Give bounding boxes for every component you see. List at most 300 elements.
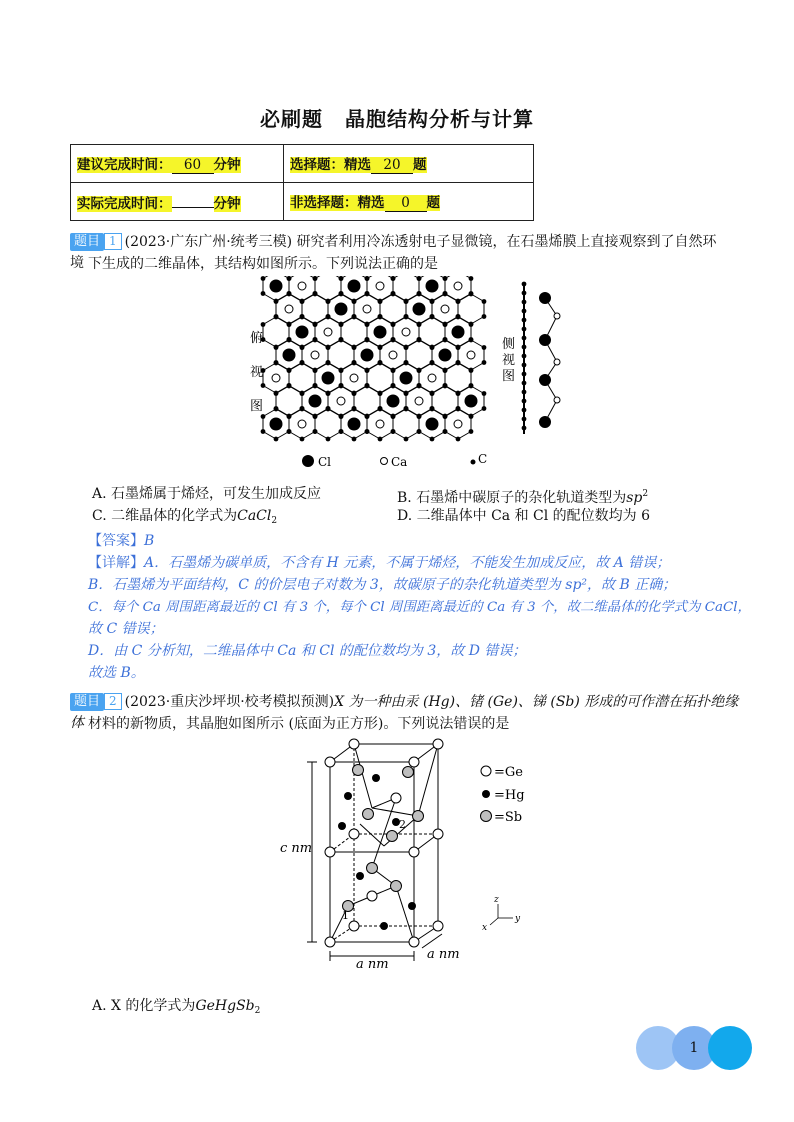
ge-atom <box>349 739 359 749</box>
carbon-atom <box>391 429 396 434</box>
page-title: 必刷题 晶胞结构分析与计算 <box>260 107 534 131</box>
cl-atom <box>374 326 387 339</box>
carbon-atom <box>482 360 487 365</box>
svg-text:侧: 侧 <box>502 337 516 352</box>
ca-atom <box>350 374 358 382</box>
ge-atom <box>325 757 335 767</box>
svg-text:=Ge: =Ge <box>494 765 523 780</box>
carbon-atom <box>274 407 279 412</box>
cl-atom <box>465 395 478 408</box>
carbon-atom <box>339 429 344 434</box>
carbon-atom <box>456 437 461 442</box>
carbon-atom <box>456 299 461 304</box>
atom-bond <box>354 744 372 808</box>
carbon-atom <box>482 299 487 304</box>
svg-text:视: 视 <box>250 365 264 380</box>
carbon-atom <box>287 414 292 419</box>
carbon-atom <box>469 292 474 297</box>
carbon-atom <box>313 322 318 327</box>
carbon-atom <box>352 437 357 442</box>
suggest-time-cell <box>71 145 284 183</box>
side-carbon-atom <box>522 354 527 359</box>
sb-atom <box>413 811 424 822</box>
carbon-atom <box>365 276 370 281</box>
cl-atom <box>426 418 439 431</box>
carbon-atom <box>430 391 435 396</box>
carbon-atom <box>300 437 305 442</box>
ca-atom <box>376 282 384 290</box>
choice-cell <box>284 145 534 183</box>
ge-atom <box>367 891 377 901</box>
q1-option-c[interactable]: C. 二维晶体的化学式为CaCl$_2$ <box>92 508 278 526</box>
sb-atom <box>353 765 364 776</box>
carbon-atom <box>391 276 396 281</box>
carbon-atom <box>404 407 409 412</box>
info-table <box>70 144 534 221</box>
side-cl-atom <box>539 374 551 386</box>
ca-atom <box>298 420 306 428</box>
carbon-atom <box>430 299 435 304</box>
ca-atom <box>415 397 423 405</box>
ca-atom <box>324 328 332 336</box>
carbon-atom <box>391 338 396 343</box>
carbon-atom <box>352 391 357 396</box>
carbon-atom <box>352 345 357 350</box>
actual-time-cell <box>71 183 284 221</box>
q1-legend <box>302 452 487 469</box>
carbon-atom <box>326 391 331 396</box>
side-carbon-atom <box>522 417 527 422</box>
svg-text:图: 图 <box>250 399 264 414</box>
carbon-atom <box>456 391 461 396</box>
carbon-atom <box>378 437 383 442</box>
q1-explain-b: B．石墨烯为平面结构，C 的价层电子对数为 3，故碳原子的杂化轨道类型为 sp²，故 B 正确； <box>88 577 677 593</box>
sb-atom <box>391 881 402 892</box>
side-carbon-atom <box>522 309 527 314</box>
cl-atom <box>270 280 283 293</box>
carbon-atom <box>430 315 435 320</box>
carbon-atom <box>365 322 370 327</box>
carbon-atom <box>326 437 331 442</box>
atom-bond <box>372 808 418 816</box>
carbon-atom <box>417 276 422 281</box>
actual-time-unit: 分钟 <box>213 195 241 212</box>
carbon-atom <box>482 406 487 411</box>
ge-atom <box>325 847 335 857</box>
carbon-atom <box>261 383 266 388</box>
side-carbon-atom <box>522 390 527 395</box>
cl-atom <box>348 280 361 293</box>
cl-legend-label: Cl <box>318 455 332 469</box>
choice-value: 20 <box>371 157 413 174</box>
q1-side-view-label <box>502 337 515 384</box>
q1-explain-c1: C．每个 Ca 周围距离最近的 Cl 有 3 个，每个 Cl 周围距离最近的 Ca 有 3 个，故二维晶体的化学式为 CaCl， <box>88 600 751 615</box>
side-ca-atom <box>554 397 560 403</box>
side-cl-atom <box>539 416 551 428</box>
carbon-atom <box>456 315 461 320</box>
nonchoice-label: 非选择题：精选 <box>290 195 385 211</box>
side-carbon-atom <box>522 282 527 287</box>
carbon-atom <box>326 361 331 366</box>
atom-label-2: 2 <box>399 818 406 831</box>
q2-legend <box>481 765 525 825</box>
carbon-atom <box>456 345 461 350</box>
carbon-atom <box>443 429 448 434</box>
carbon-atom <box>300 391 305 396</box>
carbon-atom <box>313 292 318 297</box>
sb-atom <box>387 831 398 842</box>
svg-text:=Hg: =Hg <box>494 788 525 803</box>
side-cl-atom <box>539 334 551 346</box>
carbon-atom <box>482 391 487 396</box>
carbon-atom <box>352 361 357 366</box>
carbon-atom <box>404 361 409 366</box>
carbon-atom <box>430 407 435 412</box>
carbon-atom <box>417 414 422 419</box>
ca-atom <box>337 397 345 405</box>
carbon-atom <box>261 291 266 296</box>
q2-option-a[interactable]: A. X 的化学式为GeHgSb$_2$ <box>92 998 261 1016</box>
q1-explain-end: 故选 B。 <box>88 665 145 681</box>
carbon-atom <box>417 338 422 343</box>
carbon-atom <box>417 322 422 327</box>
carbon-atom <box>287 368 292 373</box>
graphene-lattice-top-view <box>261 276 487 441</box>
choice-unit: 题 <box>413 157 427 173</box>
carbon-atom <box>469 384 474 389</box>
carbon-atom <box>313 414 318 419</box>
page-number-badge <box>636 1026 752 1070</box>
carbon-atom <box>300 315 305 320</box>
cl-atom <box>361 349 374 362</box>
carbon-atom <box>339 368 344 373</box>
ge-atom <box>433 739 443 749</box>
carbon-atom <box>378 299 383 304</box>
sb-legend-dot <box>481 811 492 822</box>
carbon-atom <box>443 292 448 297</box>
carbon-atom <box>404 391 409 396</box>
choice-label: 选择题：精选 <box>290 157 371 173</box>
carbon-atom <box>339 292 344 297</box>
q1-top-view-label <box>250 331 263 414</box>
actual-time-value <box>172 207 214 208</box>
ge-atom <box>409 757 419 767</box>
carbon-atom <box>469 414 474 419</box>
hg-atom <box>408 902 416 910</box>
side-cl-atom <box>539 292 551 304</box>
ca-legend-label: Ca <box>391 455 408 469</box>
carbon-atom <box>326 315 331 320</box>
carbon-atom <box>365 292 370 297</box>
hg-atom <box>344 792 352 800</box>
suggest-time-label: 建议完成时间： <box>77 157 172 173</box>
carbon-atom <box>339 338 344 343</box>
carbon-atom <box>261 276 266 281</box>
page-number: 1 <box>689 1040 699 1056</box>
side-carbon-atom <box>522 381 527 386</box>
carbon-atom <box>274 437 279 442</box>
sb-atom <box>367 863 378 874</box>
carbon-atom <box>274 315 279 320</box>
q2-number: 2 <box>104 693 122 710</box>
q1-source: (2023·广东广州·统考三模) <box>124 234 293 250</box>
svg-text:z: z <box>494 895 499 905</box>
carbon-atom <box>352 299 357 304</box>
carbon-atom <box>417 384 422 389</box>
ca-atom <box>272 374 280 382</box>
q1-option-a[interactable]: A. 石墨烯属于烯烃，可发生加成反应 <box>92 486 322 502</box>
q1-crystal-figure <box>240 276 580 472</box>
carbon-atom <box>469 322 474 327</box>
carbon-atom <box>391 368 396 373</box>
q1-stem-line1: 研究者利用冷冻透射电子显微镜，在石墨烯膜上直接观察到了自然环境 <box>70 234 717 271</box>
carbon-atom <box>456 407 461 412</box>
carbon-atom <box>404 299 409 304</box>
nonchoice-cell <box>284 183 534 221</box>
dim-a2-line <box>422 934 442 948</box>
cl-atom <box>452 326 465 339</box>
q2-stem-line1: X 为一种由汞 (Hg)、锗 (Ge)、锑 (Sb) 形成的可作潜在拓扑绝缘体 <box>70 694 739 731</box>
carbon-atom <box>365 429 370 434</box>
carbon-atom <box>339 414 344 419</box>
q1-tag: 题目 <box>70 233 104 251</box>
c-legend-dot <box>471 460 476 465</box>
ge-atom <box>349 829 359 839</box>
carbon-atom <box>261 429 266 434</box>
axes-icon <box>482 895 521 933</box>
side-view-chain <box>522 282 560 434</box>
carbon-atom <box>391 322 396 327</box>
hg-atom <box>338 822 346 830</box>
ca-atom <box>454 420 462 428</box>
svg-text:俯: 俯 <box>250 331 264 346</box>
carbon-atom <box>313 276 318 281</box>
atom-bond <box>360 824 384 846</box>
atom-bond <box>396 886 414 942</box>
ca-atom <box>389 351 397 359</box>
ca-atom <box>363 305 371 313</box>
carbon-atom <box>378 361 383 366</box>
cl-atom <box>439 349 452 362</box>
c-legend-label: C <box>478 452 488 466</box>
carbon-atom <box>313 429 318 434</box>
carbon-atom <box>469 429 474 434</box>
carbon-atom <box>365 338 370 343</box>
carbon-atom <box>417 429 422 434</box>
carbon-atom <box>443 276 448 281</box>
carbon-atom <box>378 407 383 412</box>
ge-atom <box>433 921 443 931</box>
cl-atom <box>309 395 322 408</box>
dim-a-label-1: a nm <box>356 957 389 972</box>
carbon-atom <box>469 276 474 281</box>
q1-stem-line2: 下生成的二维晶体，其结构如图所示。下列说法正确的是 <box>88 256 438 272</box>
side-carbon-atom <box>522 291 527 296</box>
q2-stem-line2: 材料的新物质，其晶胞如图所示 (底面为正方形)。下列说法错误的是 <box>88 716 510 732</box>
unit-cell-drawing <box>307 739 443 961</box>
carbon-atom <box>391 384 396 389</box>
side-carbon-atom <box>522 327 527 332</box>
atom-label-1: 1 <box>342 909 349 922</box>
ca-atom <box>454 282 462 290</box>
ge-atom <box>409 847 419 857</box>
ca-atom <box>285 305 293 313</box>
carbon-atom <box>287 276 292 281</box>
cl-atom <box>296 326 309 339</box>
carbon-atom <box>378 391 383 396</box>
carbon-atom <box>443 414 448 419</box>
cl-legend-dot <box>302 455 314 467</box>
side-ca-atom <box>554 359 560 365</box>
carbon-atom <box>326 345 331 350</box>
side-carbon-atom <box>522 363 527 368</box>
ca-atom <box>298 282 306 290</box>
carbon-atom <box>404 437 409 442</box>
carbon-atom <box>339 384 344 389</box>
q1-explain-a: 【详解】A．石墨烯为碳单质，不含有 H 元素，不属于烯烃，不能发生加成反应，故 A 错误； <box>88 555 671 571</box>
svg-text:视: 视 <box>502 353 516 368</box>
ca-atom <box>467 351 475 359</box>
carbon-atom <box>469 368 474 373</box>
side-carbon-atom <box>522 300 527 305</box>
svg-text:x: x <box>482 923 488 933</box>
carbon-atom <box>443 338 448 343</box>
carbon-atom <box>261 322 266 327</box>
carbon-atom <box>404 345 409 350</box>
carbon-atom <box>326 299 331 304</box>
carbon-atom <box>443 368 448 373</box>
hg-atom <box>380 922 388 930</box>
nonchoice-value: 0 <box>385 195 427 212</box>
cl-atom <box>348 418 361 431</box>
carbon-atom <box>417 368 422 373</box>
atom-bond <box>418 744 438 816</box>
carbon-atom <box>287 384 292 389</box>
q1-explain-d: D．由 C 分析知，二维晶体中 Ca 和 Cl 的配位数均为 3，故 D 错误； <box>88 643 527 659</box>
carbon-atom <box>287 429 292 434</box>
carbon-atom <box>300 407 305 412</box>
ge-atom <box>409 937 419 947</box>
carbon-atom <box>417 292 422 297</box>
ge-legend-dot <box>481 766 491 776</box>
carbon-atom <box>430 345 435 350</box>
carbon-atom <box>274 345 279 350</box>
q1-option-b[interactable]: B. 石墨烯中碳原子的杂化轨道类型为$sp^2$ <box>397 489 649 506</box>
sb-atom <box>403 767 414 778</box>
carbon-atom <box>378 315 383 320</box>
dim-c-label: c nm <box>280 841 313 856</box>
cl-atom <box>426 280 439 293</box>
ge-atom <box>349 921 359 931</box>
side-carbon-atom <box>522 372 527 377</box>
ca-legend-dot <box>381 458 388 465</box>
carbon-atom <box>469 338 474 343</box>
carbon-atom <box>313 338 318 343</box>
carbon-atom <box>365 384 370 389</box>
q1-answer: 【答案】B <box>88 533 155 549</box>
dim-a-label-2: a nm <box>427 947 460 962</box>
carbon-atom <box>352 315 357 320</box>
hg-legend-dot <box>482 790 490 798</box>
side-carbon-atom <box>522 408 527 413</box>
side-carbon-atom <box>522 318 527 323</box>
q1-explain-c2: 故 C 错误； <box>88 621 164 637</box>
carbon-atom <box>339 276 344 281</box>
ca-atom <box>428 374 436 382</box>
cl-atom <box>335 303 348 316</box>
carbon-atom <box>274 299 279 304</box>
carbon-atom <box>482 345 487 350</box>
carbon-atom <box>287 292 292 297</box>
ca-atom <box>311 351 319 359</box>
carbon-atom <box>274 391 279 396</box>
carbon-atom <box>391 414 396 419</box>
carbon-atom <box>443 322 448 327</box>
cl-atom <box>400 372 413 385</box>
ca-atom <box>441 305 449 313</box>
actual-time-label: 实际完成时间： <box>77 195 172 212</box>
carbon-atom <box>456 361 461 366</box>
carbon-atom <box>287 322 292 327</box>
svg-text:=Sb: =Sb <box>494 810 523 825</box>
cl-atom <box>322 372 335 385</box>
q2-source: (2023·重庆沙坪坝·校考模拟预测) <box>124 694 335 710</box>
suggest-time-unit: 分钟 <box>213 157 241 173</box>
carbon-atom <box>300 345 305 350</box>
q2-unit-cell-figure <box>272 736 552 976</box>
side-carbon-atom <box>522 345 527 350</box>
suggest-time-value: 60 <box>172 157 214 174</box>
hg-atom <box>356 872 364 880</box>
carbon-atom <box>313 384 318 389</box>
carbon-atom <box>274 361 279 366</box>
q2-tag: 题目 <box>70 693 104 711</box>
ca-atom <box>376 420 384 428</box>
nonchoice-unit: 题 <box>426 195 440 211</box>
carbon-atom <box>261 414 266 419</box>
carbon-atom <box>352 407 357 412</box>
carbon-atom <box>287 338 292 343</box>
carbon-atom <box>300 361 305 366</box>
carbon-atom <box>365 414 370 419</box>
svg-text:图: 图 <box>502 369 516 384</box>
cl-atom <box>283 349 296 362</box>
carbon-atom <box>339 322 344 327</box>
side-carbon-atom <box>522 426 527 431</box>
side-carbon-atom <box>522 336 527 341</box>
sb-atom <box>363 809 374 820</box>
q1-option-d[interactable]: D. 二维晶体中 Ca 和 Cl 的配位数均为 6 <box>397 508 651 524</box>
carbon-atom <box>378 345 383 350</box>
cl-atom <box>387 395 400 408</box>
q1-number: 1 <box>104 233 122 250</box>
svg-text:y: y <box>515 914 521 924</box>
carbon-atom <box>300 299 305 304</box>
hg-atom <box>372 774 380 782</box>
cl-atom <box>270 418 283 431</box>
carbon-atom <box>365 368 370 373</box>
carbon-atom <box>482 314 487 319</box>
carbon-atom <box>313 368 318 373</box>
cl-atom <box>413 303 426 316</box>
side-carbon-atom <box>522 399 527 404</box>
carbon-atom <box>430 361 435 366</box>
ca-atom <box>402 328 410 336</box>
side-ca-atom <box>554 313 560 319</box>
carbon-atom <box>326 407 331 412</box>
ge-atom <box>433 829 443 839</box>
carbon-atom <box>443 384 448 389</box>
